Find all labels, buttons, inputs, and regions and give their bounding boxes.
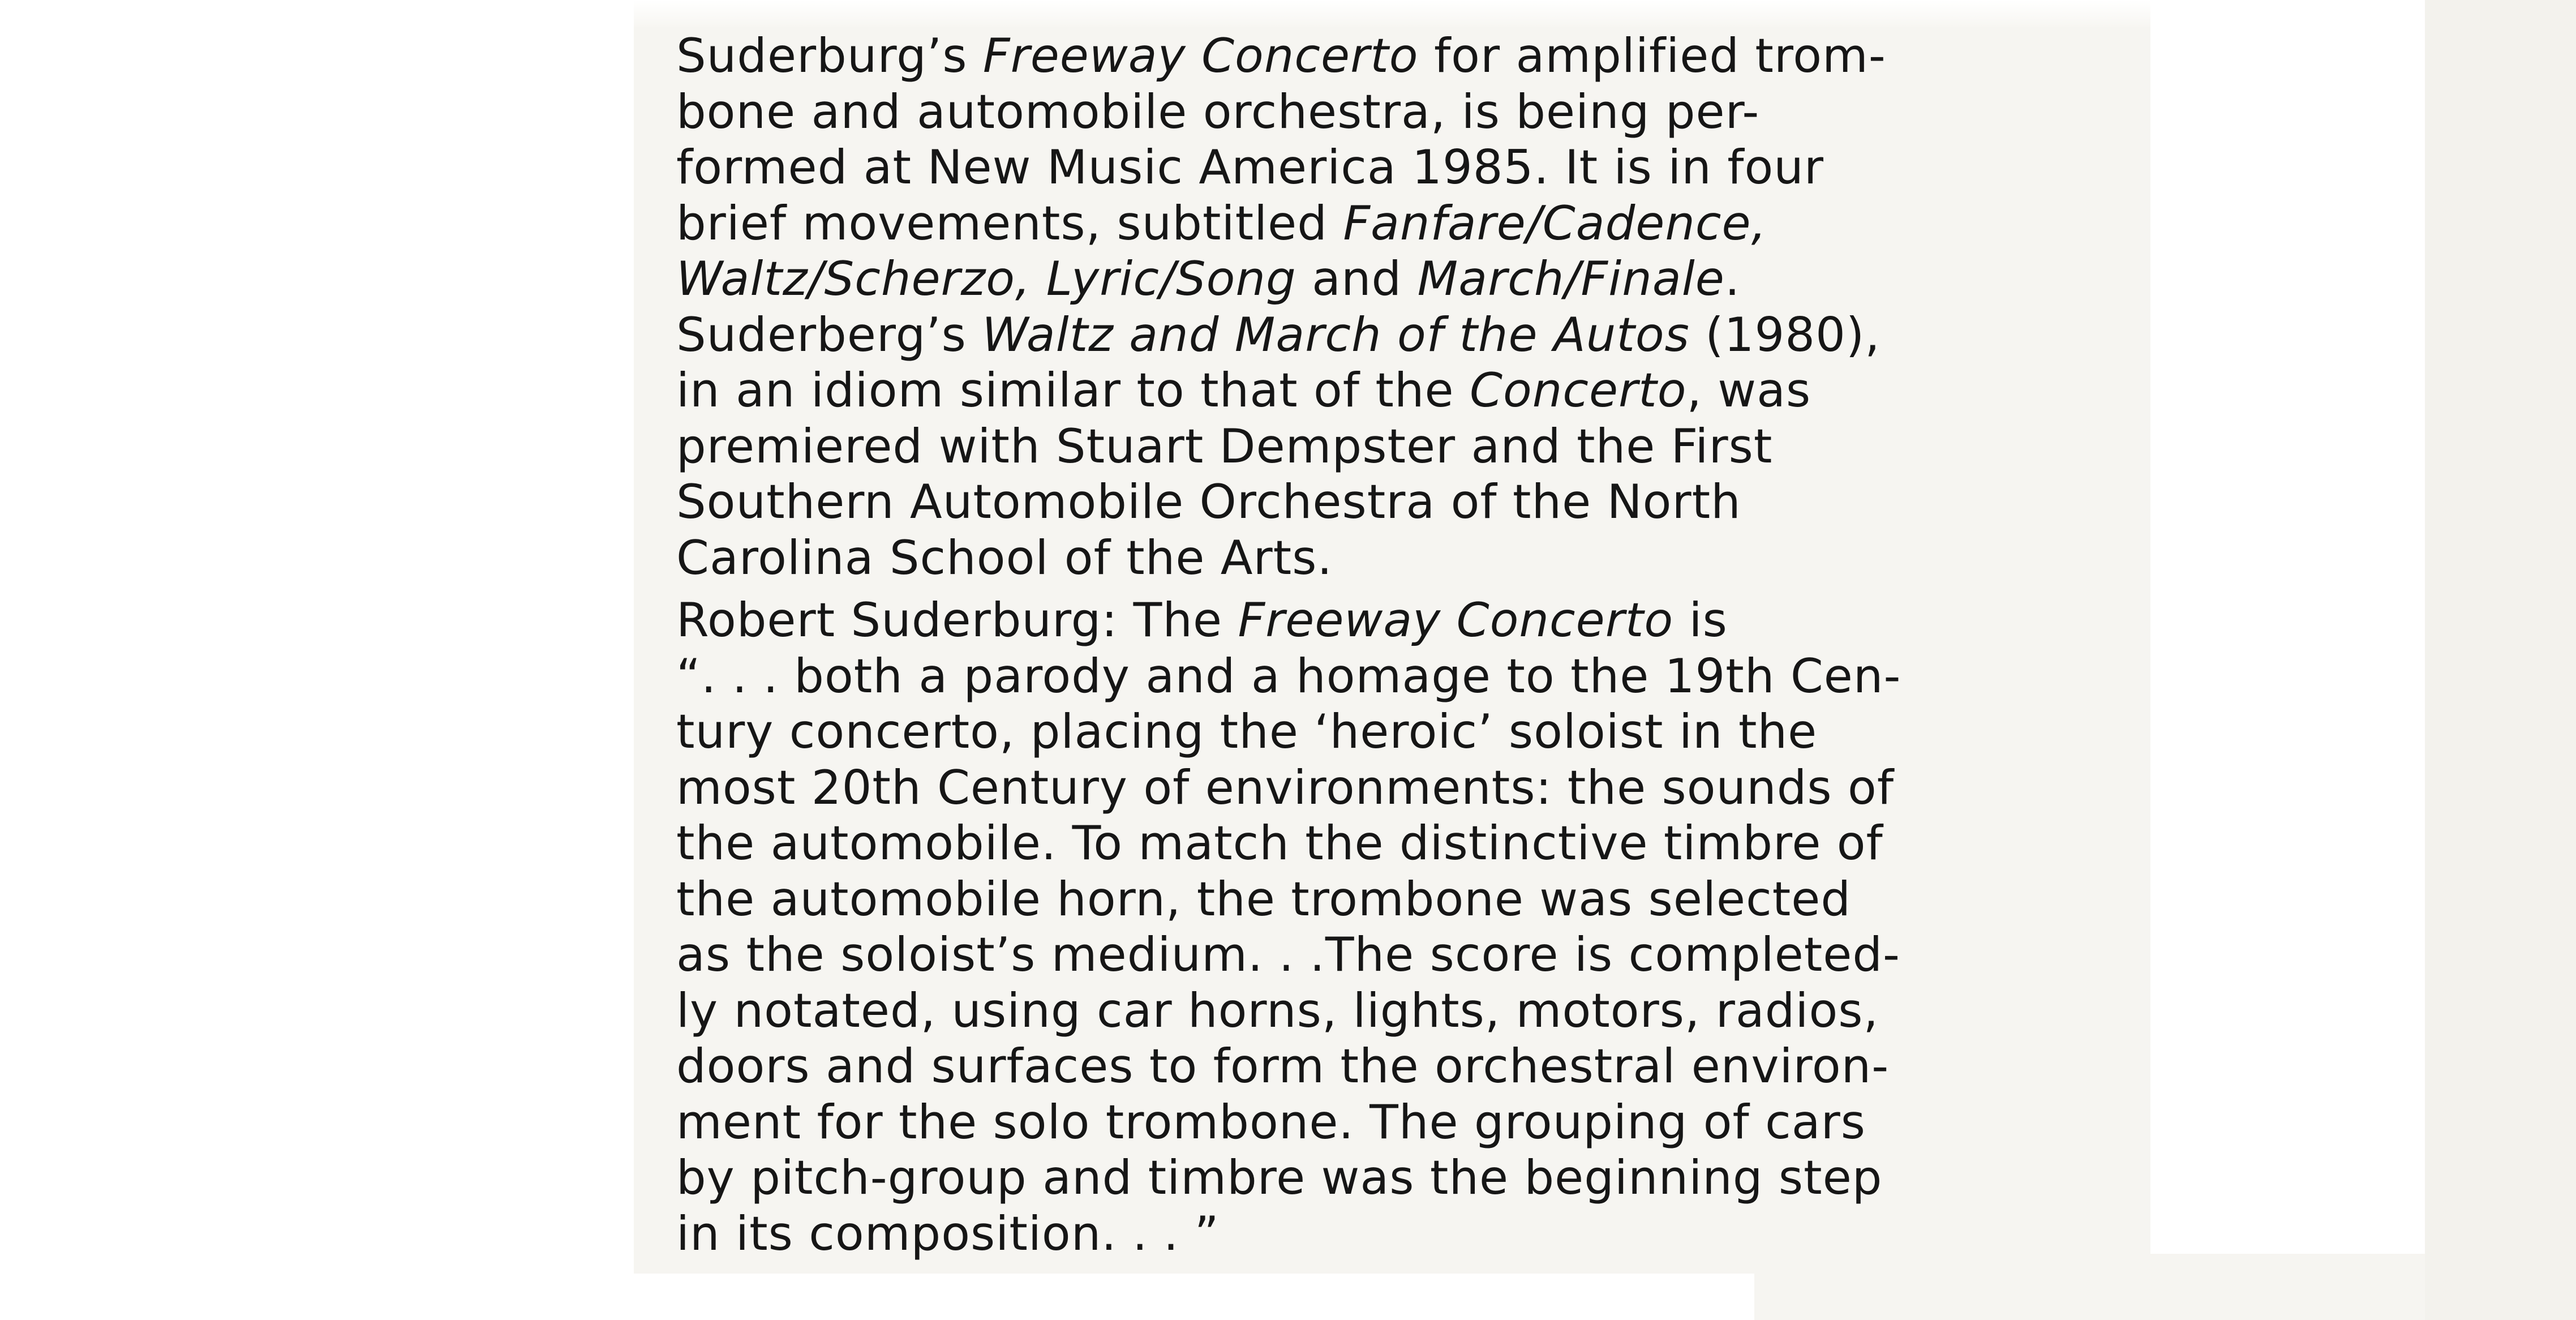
text-line bbox=[676, 760, 2148, 816]
italic-title-text: Freeway Concerto bbox=[1238, 593, 1674, 648]
text-line bbox=[676, 983, 2148, 1039]
text-run: Carolina School of the Arts. bbox=[676, 530, 1333, 585]
text-run: most 20th Century of environments: the sounds of bbox=[676, 760, 1895, 815]
text-line bbox=[676, 363, 2148, 419]
text-line bbox=[676, 196, 2148, 252]
italic-title-text: Waltz/Scherzo, Lyric/Song bbox=[676, 251, 1296, 306]
text-run: , was bbox=[1686, 363, 1811, 418]
text-line bbox=[676, 474, 2148, 530]
text-run: as the soloist’s medium. . .The score is completed- bbox=[676, 927, 1901, 982]
text-line bbox=[676, 872, 2148, 928]
italic-title-text: Waltz and March of the Autos bbox=[982, 307, 1690, 362]
paragraph-1 bbox=[676, 28, 2148, 586]
italic-title-text: March/Finale bbox=[1417, 251, 1725, 306]
text-run: Southern Automobile Orchestra of the North bbox=[676, 474, 1741, 529]
text-run: tury concerto, placing the ‘heroic’ soloist in the bbox=[676, 704, 1818, 759]
text-line bbox=[676, 419, 2148, 475]
text-run: ment for the solo trombone. The grouping of cars bbox=[676, 1094, 1866, 1150]
text-line bbox=[676, 28, 2148, 84]
right-margin-blank bbox=[2150, 0, 2425, 1254]
text-run: and bbox=[1296, 251, 1418, 306]
text-run: doors and surfaces to form the orchestral environ- bbox=[676, 1039, 1890, 1094]
text-line bbox=[676, 140, 2148, 196]
text-run: in its composition. . . ” bbox=[676, 1206, 1220, 1261]
italic-title-text: Fanfare/Cadence, bbox=[1343, 195, 1767, 251]
text-run: by pitch-group and timbre was the beginning step bbox=[676, 1150, 1883, 1205]
article-text bbox=[676, 28, 2148, 1262]
text-line bbox=[676, 816, 2148, 872]
text-run: brief movements, subtitled bbox=[676, 195, 1343, 251]
text-line bbox=[676, 307, 2148, 363]
text-line bbox=[676, 1206, 2148, 1262]
text-run: (1980), bbox=[1689, 307, 1881, 362]
text-line bbox=[676, 530, 2148, 586]
far-right-paper-edge bbox=[2425, 0, 2576, 1320]
text-line bbox=[676, 649, 2148, 705]
text-run: in an idiom similar to that of the bbox=[676, 363, 1470, 418]
text-run: Suderberg’s bbox=[676, 307, 982, 362]
text-run: “. . . both a parody and a homage to the 19th Cen- bbox=[676, 648, 1901, 704]
text-run: premiered with Stuart Dempster and the First bbox=[676, 418, 1773, 474]
text-run: ly notated, using car horns, lights, motors, radios, bbox=[676, 983, 1879, 1038]
text-run: for amplified trom- bbox=[1418, 28, 1886, 83]
text-line bbox=[676, 927, 2148, 983]
text-run: is bbox=[1673, 593, 1728, 648]
text-line bbox=[676, 251, 2148, 307]
text-run: Robert Suderburg: The bbox=[676, 593, 1238, 648]
italic-title-text: Freeway Concerto bbox=[982, 28, 1419, 83]
left-margin-blank bbox=[0, 0, 634, 1320]
text-line bbox=[676, 1150, 2148, 1206]
text-line bbox=[676, 1095, 2148, 1151]
text-line bbox=[676, 704, 2148, 760]
bottom-margin-blank bbox=[634, 1274, 1754, 1320]
text-run: . bbox=[1724, 251, 1741, 306]
text-line bbox=[676, 1039, 2148, 1095]
text-run: the automobile. To match the distinctive timbre of bbox=[676, 816, 1883, 871]
paragraph-2 bbox=[676, 593, 2148, 1262]
text-run: formed at New Music America 1985. It is in four bbox=[676, 140, 1824, 195]
text-line bbox=[676, 593, 2148, 649]
text-run: the automobile horn, the trombone was selected bbox=[676, 871, 1852, 927]
text-run: bone and automobile orchestra, is being per- bbox=[676, 84, 1760, 139]
text-line bbox=[676, 84, 2148, 140]
italic-title-text: Concerto bbox=[1470, 363, 1687, 418]
text-run: Suderburg’s bbox=[676, 28, 983, 83]
